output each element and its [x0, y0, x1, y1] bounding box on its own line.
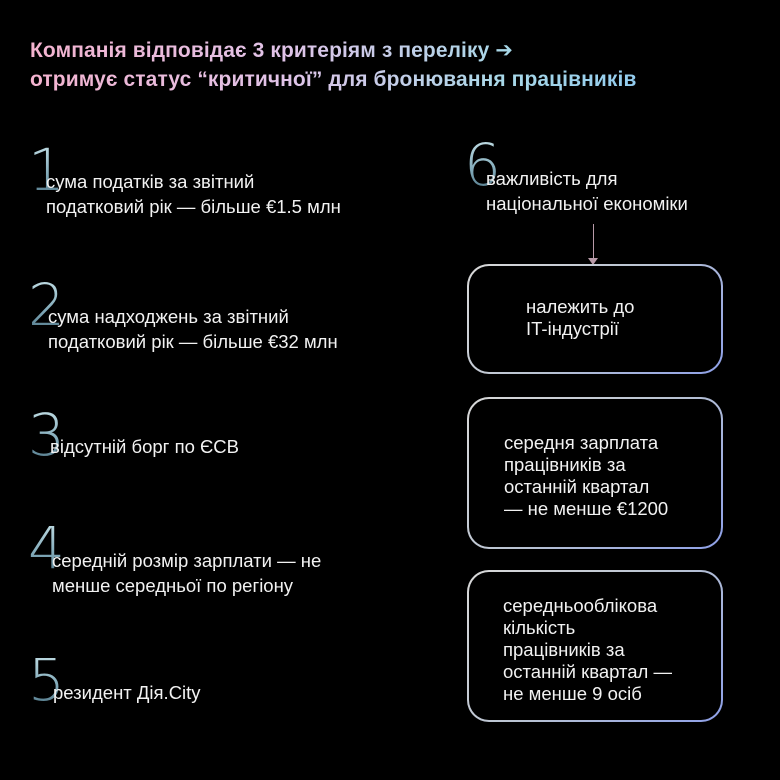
criterion-3-line-1: відсутній борг по ЄСВ: [50, 436, 240, 457]
criterion-number-3: 3: [28, 401, 65, 469]
criterion-1-text: [46, 169, 341, 219]
criterion-4-line-1: середній розмір зарплати — не: [52, 550, 322, 571]
title-line-2: отримує статус “критичної” для бронювання працівників: [30, 68, 637, 91]
criterion-3-text: [50, 434, 239, 459]
criterion-6-text: [486, 166, 688, 216]
criterion-5-line-1: резидент Дія.City: [53, 682, 201, 703]
criterion-2-line-1: сума надходжень за звітний: [48, 306, 289, 327]
down-arrow-line: [593, 224, 594, 262]
box-3-line-1: середньооблікова: [503, 595, 658, 616]
box-3-line-3: працівників за: [503, 639, 625, 660]
criterion-number-1: 1: [28, 136, 65, 204]
criterion-1-line-2: податковий рік — більше €1.5 млн: [46, 196, 341, 217]
box-3-line-2: кількість: [503, 617, 576, 638]
criterion-4-line-2: менше середньої по регіону: [52, 575, 294, 596]
criterion-2-line-2: податковий рік — більше €32 млн: [48, 331, 338, 352]
criterion-6-line-2: національної економіки: [486, 193, 688, 214]
criterion-4-text: [52, 548, 321, 598]
page-title: [30, 36, 760, 94]
box-1-line-2: IT-індустрії: [526, 318, 620, 339]
criterion-2-text: [48, 304, 338, 354]
box-3-line-4: останній квартал —: [503, 661, 672, 682]
criterion-number-6: 6: [464, 131, 501, 199]
title-line-1: Компанія відповідає 3 критеріям з переліку ➔: [30, 39, 513, 62]
criterion-5-text: [53, 680, 201, 705]
criterion-6-line-1: важливість для: [486, 168, 618, 189]
condition-box-1-text: [526, 296, 634, 340]
box-2-line-1: середня зарплата: [504, 432, 659, 453]
box-2-line-4: — не менше €1200: [504, 498, 669, 519]
box-1-line-1: належить до: [526, 296, 635, 317]
box-2-line-2: працівників за: [504, 454, 626, 475]
criterion-number-2: 2: [28, 271, 65, 339]
criterion-number-4: 4: [28, 514, 65, 582]
condition-box-3-text: [503, 595, 672, 705]
box-2-line-3: останній квартал: [504, 476, 650, 497]
criterion-number-5: 5: [28, 646, 65, 714]
box-3-line-5: не менше 9 осіб: [503, 683, 642, 704]
criterion-1-line-1: сума податків за звітний: [46, 171, 255, 192]
condition-box-2-text: [504, 432, 668, 520]
